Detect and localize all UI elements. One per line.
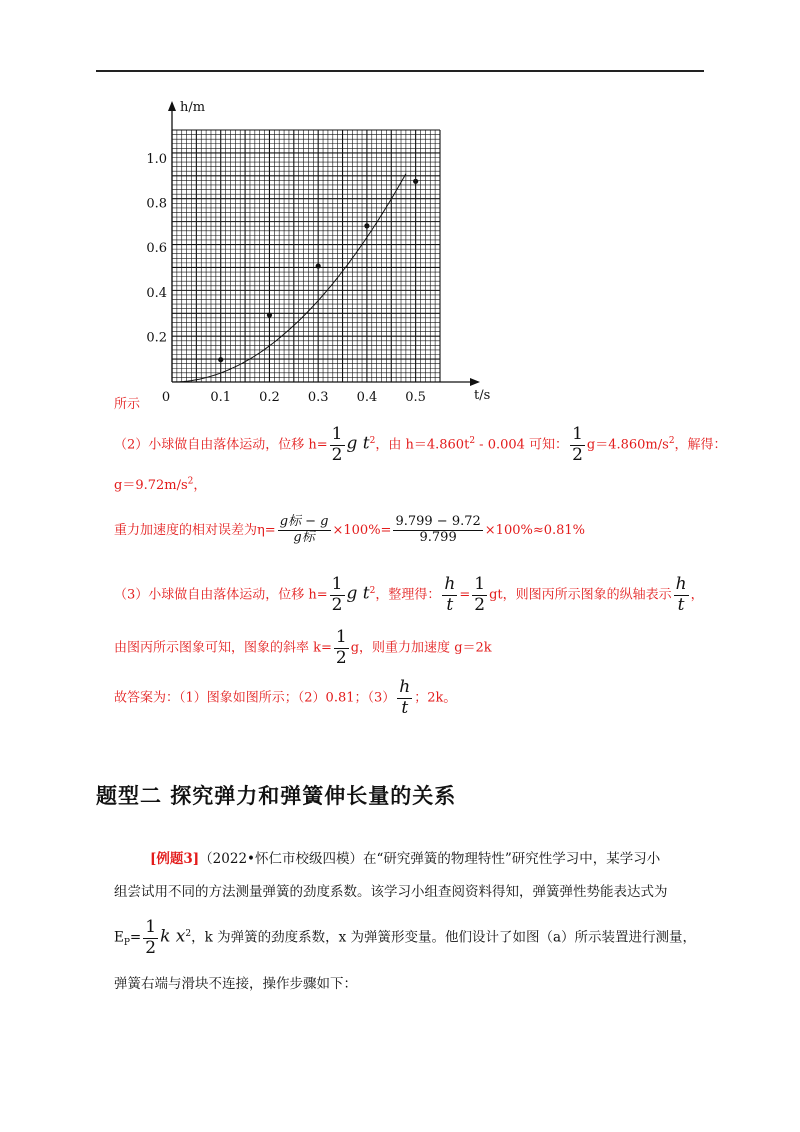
y-tick-label: 0.2 [146, 330, 167, 346]
data-point [316, 263, 321, 268]
solution-part2-line1: （2）小球做自由落体运动，位移 h= $\frac{1}{2}$ g $t^2$，由 $h=4.860t^2 - 0.004$ 可知： $\frac{1}{2}$ $g=4.860m/s^2$，解得： [114, 424, 727, 465]
section-heading: 题型二 探究弹力和弹簧伸长量的关系 [96, 784, 457, 808]
data-point [267, 312, 272, 317]
x-tick-label: 0.1 [210, 390, 232, 405]
solution-part3-line2: 由图丙所示图象可知，图象的斜率 k= $\frac{1}{2}$ g，则重力加速度 g＝2k [114, 627, 492, 668]
example-line4: 弹簧右端与滑块不连接，操作步骤如下： [114, 976, 357, 992]
example-line3: $E_P=$ $\frac{1}{2}$ k $x^2$，k 为弹簧的劲度系数，x 为弹簧形变量。他们设计了如图（a）所示装置进行测量， [114, 917, 697, 958]
y-tick-label: 0.4 [146, 285, 167, 301]
h-t-chart [100, 95, 520, 415]
data-point [218, 357, 223, 362]
example-line2: 组尝试用不同的方法测量弹簧的劲度系数。该学习小组查阅资料得知，弹簧弹性势能表达式为 [114, 884, 668, 900]
solution-part2-line2: $g=9.72m/s^2$， [114, 476, 207, 493]
data-point [364, 223, 369, 228]
chart-grid [172, 130, 440, 382]
x-tick-label: 0.3 [307, 390, 329, 405]
x-tick-label: 0.5 [405, 390, 426, 405]
x-tick-label: 0.4 [356, 390, 378, 405]
chart-ticks [146, 152, 426, 405]
x-tick-label: 0 [161, 390, 171, 405]
example-line1: [例题3]（2022•怀仁市校级四模）在“研究弹簧的物理特性”研究性学习中，某学习小 [150, 851, 661, 867]
x-axis-arrow [470, 378, 480, 386]
answer-line: 故答案为：（1）图象如图所示；（2）0.81；（3） $\frac{h}{t}$ ；2k。 [114, 677, 457, 718]
example-tag: [例题3] [150, 851, 200, 867]
data-point [413, 179, 418, 184]
y-axis-label: h/m [180, 100, 206, 115]
y-tick-label: 0.8 [146, 196, 167, 212]
y-tick-label: 1.0 [146, 151, 167, 167]
y-axis-arrow [168, 101, 176, 111]
header-rule [96, 70, 704, 72]
relative-error-line: 重力加速度的相对误差为η= $\frac{\text{g标 − g}}{\text{g标}}$ ×100%= $\frac{9.799 - 9.72}{9.799}$ ×100%≈0.81% [114, 514, 586, 545]
x-tick-label: 0.2 [259, 390, 280, 405]
y-tick-label: 0.6 [146, 241, 167, 257]
x-axis-label: t/s [474, 388, 491, 403]
solution-part3-line1: （3）小球做自由落体运动，位移 h= $\frac{1}{2}$ g $t^2$，整理得： $\frac{h}{t}$ = $\frac{1}{2}$ gt，则图丙所示图象的纵轴表示 $\frac{h}{t}$ ， [114, 574, 704, 615]
chart-caption: 所示 [114, 397, 141, 412]
